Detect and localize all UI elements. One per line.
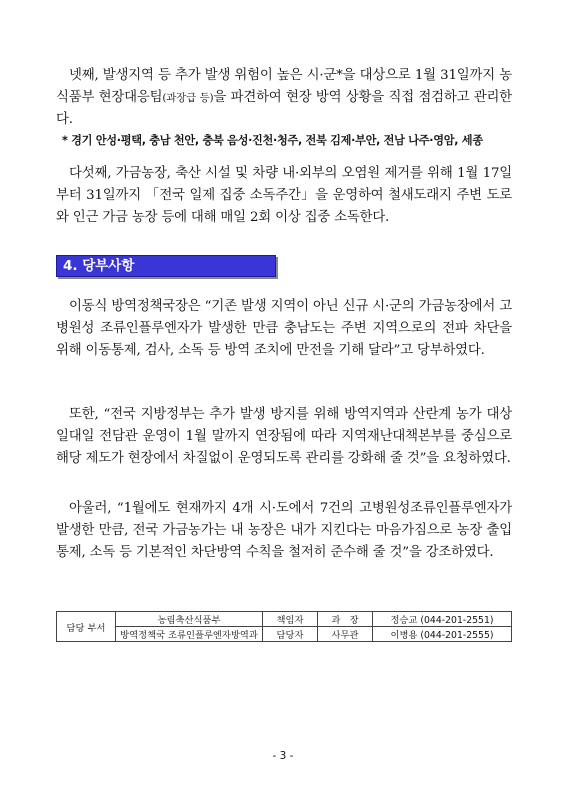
paragraph-fourth: 넷째, 발생지역 등 추가 발생 위험이 높은 시·군*을 대상으로 1월 31일까지 농식품부 현장대응팀(과장급 등)을 파견하여 현장 방역 상황을 직접 점검하고 관리한다. xyxy=(56,68,512,127)
page-number: - 3 - xyxy=(272,750,294,762)
org-name: 농림축산식품부 xyxy=(116,612,263,627)
contact-table xyxy=(56,611,512,642)
paragraph-local-gov-request: 또한, “전국 지방정부는 추가 발생 방지를 위해 방역지역과 산란계 농가 대상 일대일 전담관 운영이 1월 말까지 연장됨에 따라 지역재난대책본부를 중심으로 해당 제도가 현장에서 차질없이 운영되도록 관리를 강화해 줄 것”을 요청하였다. xyxy=(56,407,512,466)
role-responsible: 책임자 xyxy=(263,612,318,627)
contact-person-1: 정승교 (044-201-2551) xyxy=(373,612,512,627)
paragraph-farm-emphasis: 아울러, “1월에도 현재까지 4개 시·도에서 7건의 고병원성조류인플루엔자가 발생한 만큼, 전국 가금농가는 내 농장은 내가 지킨다는 마음가짐으로 농장 출입 통제, 소독 등 기본적인 차단방역 수칙을 철저히 준수해 줄 것”을 강조하였다. xyxy=(56,501,512,560)
section-title: 4. 당부사항 xyxy=(56,255,276,277)
contact-row xyxy=(57,612,512,627)
footnote-regions: * 경기 안성·평택, 충남 천안, 충북 음성·진천·청주, 전북 김제·부안, 전남 나주·영암, 세종 xyxy=(62,134,483,147)
title-director: 과 장 xyxy=(318,612,373,627)
dept-label: 담당 부서 xyxy=(57,612,116,642)
contact-person-2: 이병용 (044-201-2555) xyxy=(373,627,512,642)
role-staff: 담당자 xyxy=(263,627,318,642)
contact-row xyxy=(57,627,512,642)
paragraph-fifth: 다섯째, 가금농장, 축산 시설 및 차량 내·외부의 오염원 제거를 위해 1월 17일부터 31일까지 「전국 일제 집중 소독주간」을 운영하여 철새도래지 주변 도로와 인근 가금 농장 등에 대해 매일 2회 이상 집중 소독한다. xyxy=(56,166,512,225)
paragraph-director-request: 이동식 방역정책국장은 “기존 발생 지역이 아닌 신규 시·군의 가금농장에서 고병원성 조류인플루엔자가 발생한 만큼 충남도는 주변 지역으로의 전파 차단을 위해 이동통제, 검사, 소독 등 방역 조치에 만전을 기해 달라”고 당부하였다. xyxy=(56,299,512,358)
title-officer: 사무관 xyxy=(318,627,373,642)
division-name: 방역정책국 조류인플루엔자방역과 xyxy=(116,627,263,642)
